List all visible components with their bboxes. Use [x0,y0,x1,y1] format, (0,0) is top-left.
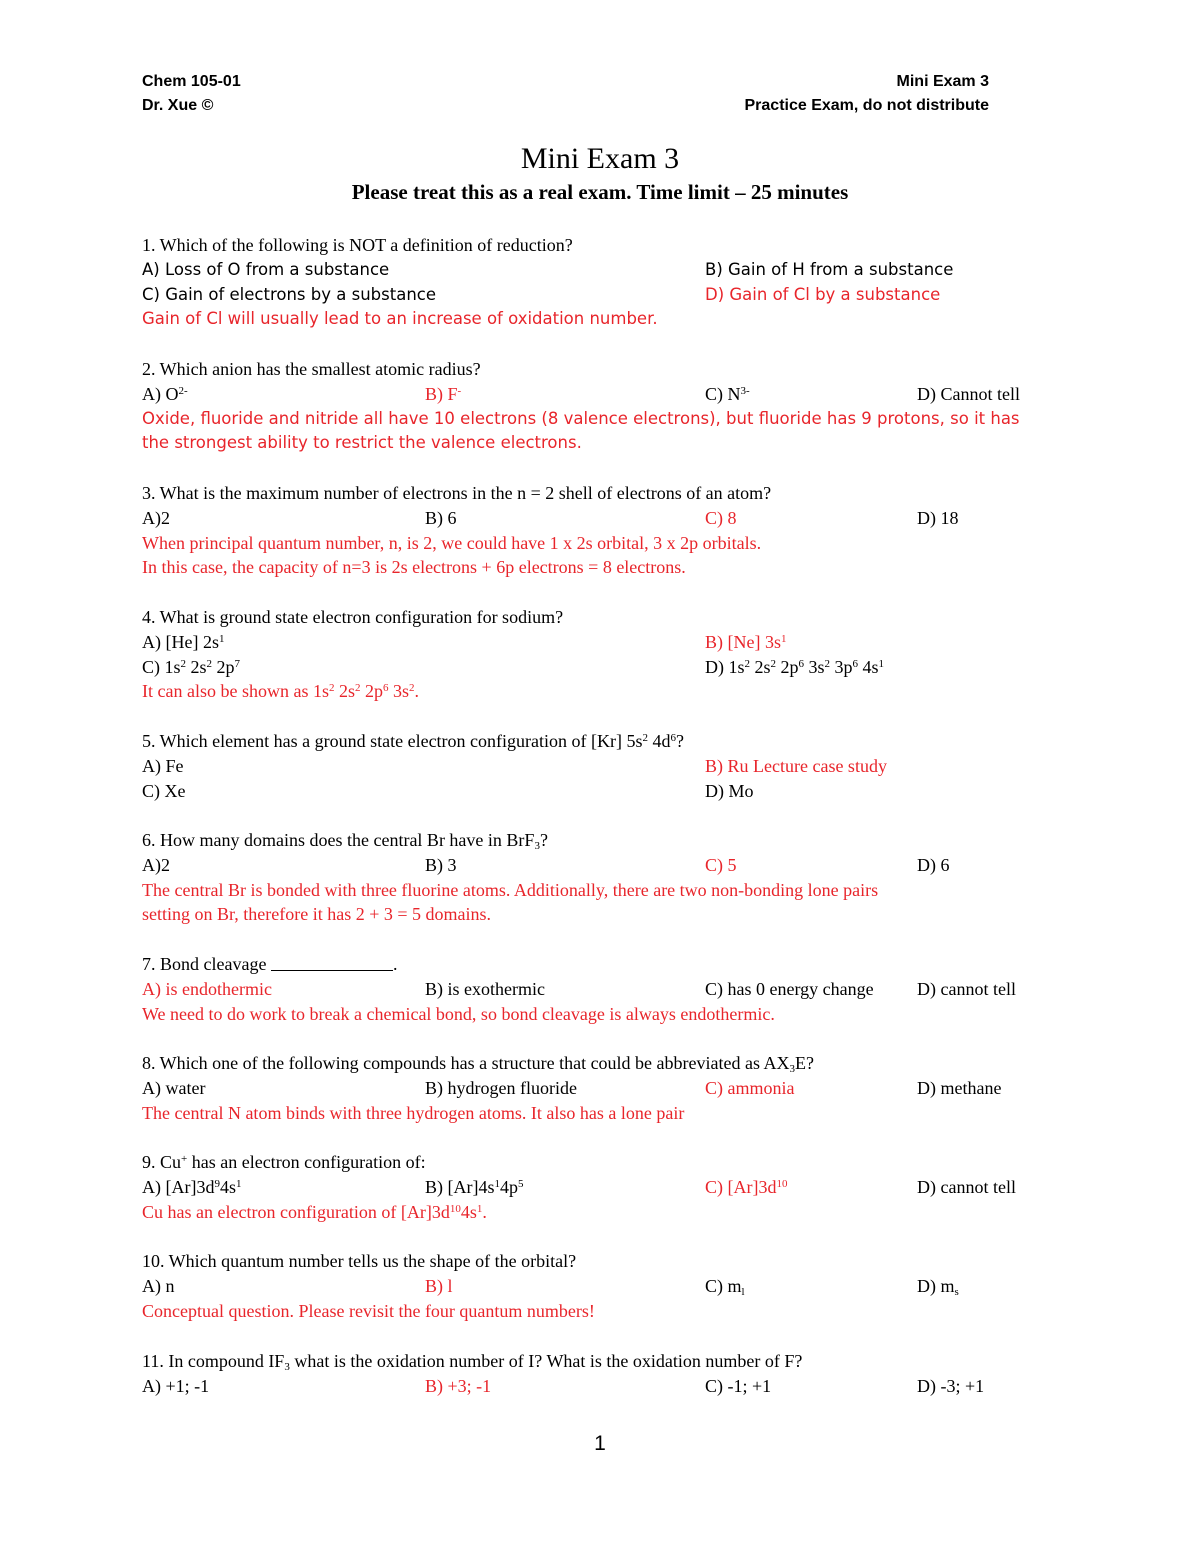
question-stem: 4. What is ground state electron configuration for sodium? [142,607,564,627]
explanation-line-2: the strongest ability to restrict the valence electrons. [142,433,582,453]
option-c: C) $m_l$ [705,1275,745,1298]
question-stem: 11. In compound $IF_3$ what is the oxidation number of I? What is the oxidation number of F? [142,1351,803,1373]
question-stem: 3. What is the maximum number of electrons in the n = 2 shell of electrons of an atom? [142,483,772,503]
option-d: D) $1s^2$ $2s^2$ $2p^6$ $3s^2$ $3p^6$ $4s^1$ [705,656,885,677]
explanation: Gain of Cl will usually lead to an increase of oxidation number. [142,309,658,329]
option-a: A) $O^{2-}$ [142,383,188,404]
explanation: It can also be shown as $1s^2$ $2s^2$ $2p^6$ $3s^2$. [142,681,419,702]
explanation-line-1: Oxide, fluoride and nitride all have 10 electrons (8 valence electrons), but fluoride has 9 protons, so it has [142,408,1020,428]
question-10 [142,1249,1072,1323]
exam-label: Mini Exam 3 [896,73,989,90]
question-11 [142,1349,1072,1399]
option-d: D) 6 [917,854,950,875]
option-b: B) 3 [425,854,457,875]
page-subtitle: Please treat this as a real exam. Time limit – 25 minutes [351,180,849,204]
option-a: A) Loss of O from a substance [142,259,390,279]
option-a: A)2 [142,854,170,875]
option-a: A) [He] $2s^1$ [142,631,225,652]
option-b-correct: B) l [425,1275,453,1296]
answer-blank [271,954,393,971]
option-c: C) Xe [142,780,186,801]
option-b: B) $[Ar]4s^14p^5$ [425,1176,524,1197]
option-b: B) Gain of H from a substance [705,259,954,279]
option-a: A) Fe [142,755,184,776]
explanation-line-1: The central Br is bonded with three fluorine atoms. Additionally, there are two non-bonding lone pairs [142,879,879,900]
instructor-name: Dr. Xue © [142,97,214,114]
option-a: A)2 [142,507,170,528]
explanation: Cu has an electron configuration of $[Ar]3d^{10}4s^1$. [142,1201,487,1222]
question-8 [142,1051,1072,1125]
option-c: C) -1; +1 [705,1375,772,1396]
option-b: B) hydrogen fluoride [425,1077,577,1098]
option-d: D) Cannot tell [917,383,1020,404]
page-title: Mini Exam 3 [520,142,680,175]
question-stem: 10. Which quantum number tells us the shape of the orbital? [142,1251,577,1271]
option-c: C) has 0 energy change [705,978,874,999]
question-9 [142,1150,1072,1224]
question-4 [142,605,1072,704]
option-b-correct: B) +3; -1 [425,1375,492,1396]
question-stem: 8. Which one of the following compounds has a structure that could be abbreviated as $AX_3E$? [142,1053,814,1075]
option-a: A) water [142,1077,206,1098]
explanation-line-2: In this case, the capacity of n=3 is 2s electrons + 6p electrons = 8 electrons. [142,557,686,578]
option-a: A) +1; -1 [142,1375,210,1396]
option-c-correct: C) 5 [705,854,737,875]
option-d-correct: D) Gain of Cl by a substance [705,284,941,304]
question-stem: 1. Which of the following is NOT a definition of reduction? [142,235,573,255]
option-d: D) methane [917,1077,1002,1098]
page-number: 1 [594,1432,606,1455]
explanation: The central N atom binds with three hydrogen atoms. It also has a lone pair [142,1102,685,1123]
option-a-correct: A) is endothermic [142,978,272,999]
question-7 [142,952,1072,1026]
option-a: A) $[Ar]3d^94s^1$ [142,1176,242,1197]
option-b: B) is exothermic [425,978,545,999]
option-a: A) n [142,1275,175,1296]
option-d: D) cannot tell [917,1176,1016,1197]
option-c-correct: C) ammonia [705,1077,795,1098]
option-d: D) 18 [917,507,959,528]
explanation: Conceptual question. Please revisit the four quantum numbers! [142,1300,595,1321]
question-stem: 9. Cu+ has an electron configuration of: [142,1152,426,1172]
option-b-correct: B) F- [425,383,462,404]
question-2 [142,357,1072,456]
question-6 [142,828,1072,927]
option-c: C) Gain of electrons by a substance [142,284,437,304]
explanation: We need to do work to break a chemical bond, so bond cleavage is always endothermic. [142,1003,775,1024]
question-stem: 6. How many domains does the central Br have in BrF$_3$? [142,830,548,852]
question-stem: 2. Which anion has the smallest atomic radius? [142,359,481,379]
option-b-correct: B) Ru Lecture case study [705,755,887,776]
question-stem: 5. Which element has a ground state electron configuration of [Kr] $5s^2$ $4d^6$? [142,731,685,751]
question-1 [142,233,1072,332]
option-b-correct: B) [Ne] $3s^1$ [705,631,787,652]
question-5 [142,729,1072,803]
option-c: C) $N^{3-}$ [705,383,750,404]
course-code: Chem 105-01 [142,73,241,90]
explanation-line-2: setting on Br, therefore it has 2 + 3 = 5 domains. [142,904,492,925]
option-b: B) 6 [425,507,457,528]
option-c-correct: C) 8 [705,507,737,528]
option-d: D) Mo [705,780,754,801]
option-c-correct: C) $[Ar]3d^{10}$ [705,1176,788,1197]
question-stem: 7. Bond cleavage . [142,954,398,974]
option-d: D) $m_s$ [917,1275,959,1298]
distribution-notice: Practice Exam, do not distribute [744,97,989,114]
question-3 [142,481,1072,580]
option-c: C) $1s^2$ $2s^2$ $2p^7$ [142,656,241,677]
explanation-line-1: When principal quantum number, n, is 2, we could have 1 x 2s orbital, 3 x 2p orbitals. [142,532,762,553]
option-d: D) -3; +1 [917,1375,985,1396]
option-d: D) cannot tell [917,978,1016,999]
